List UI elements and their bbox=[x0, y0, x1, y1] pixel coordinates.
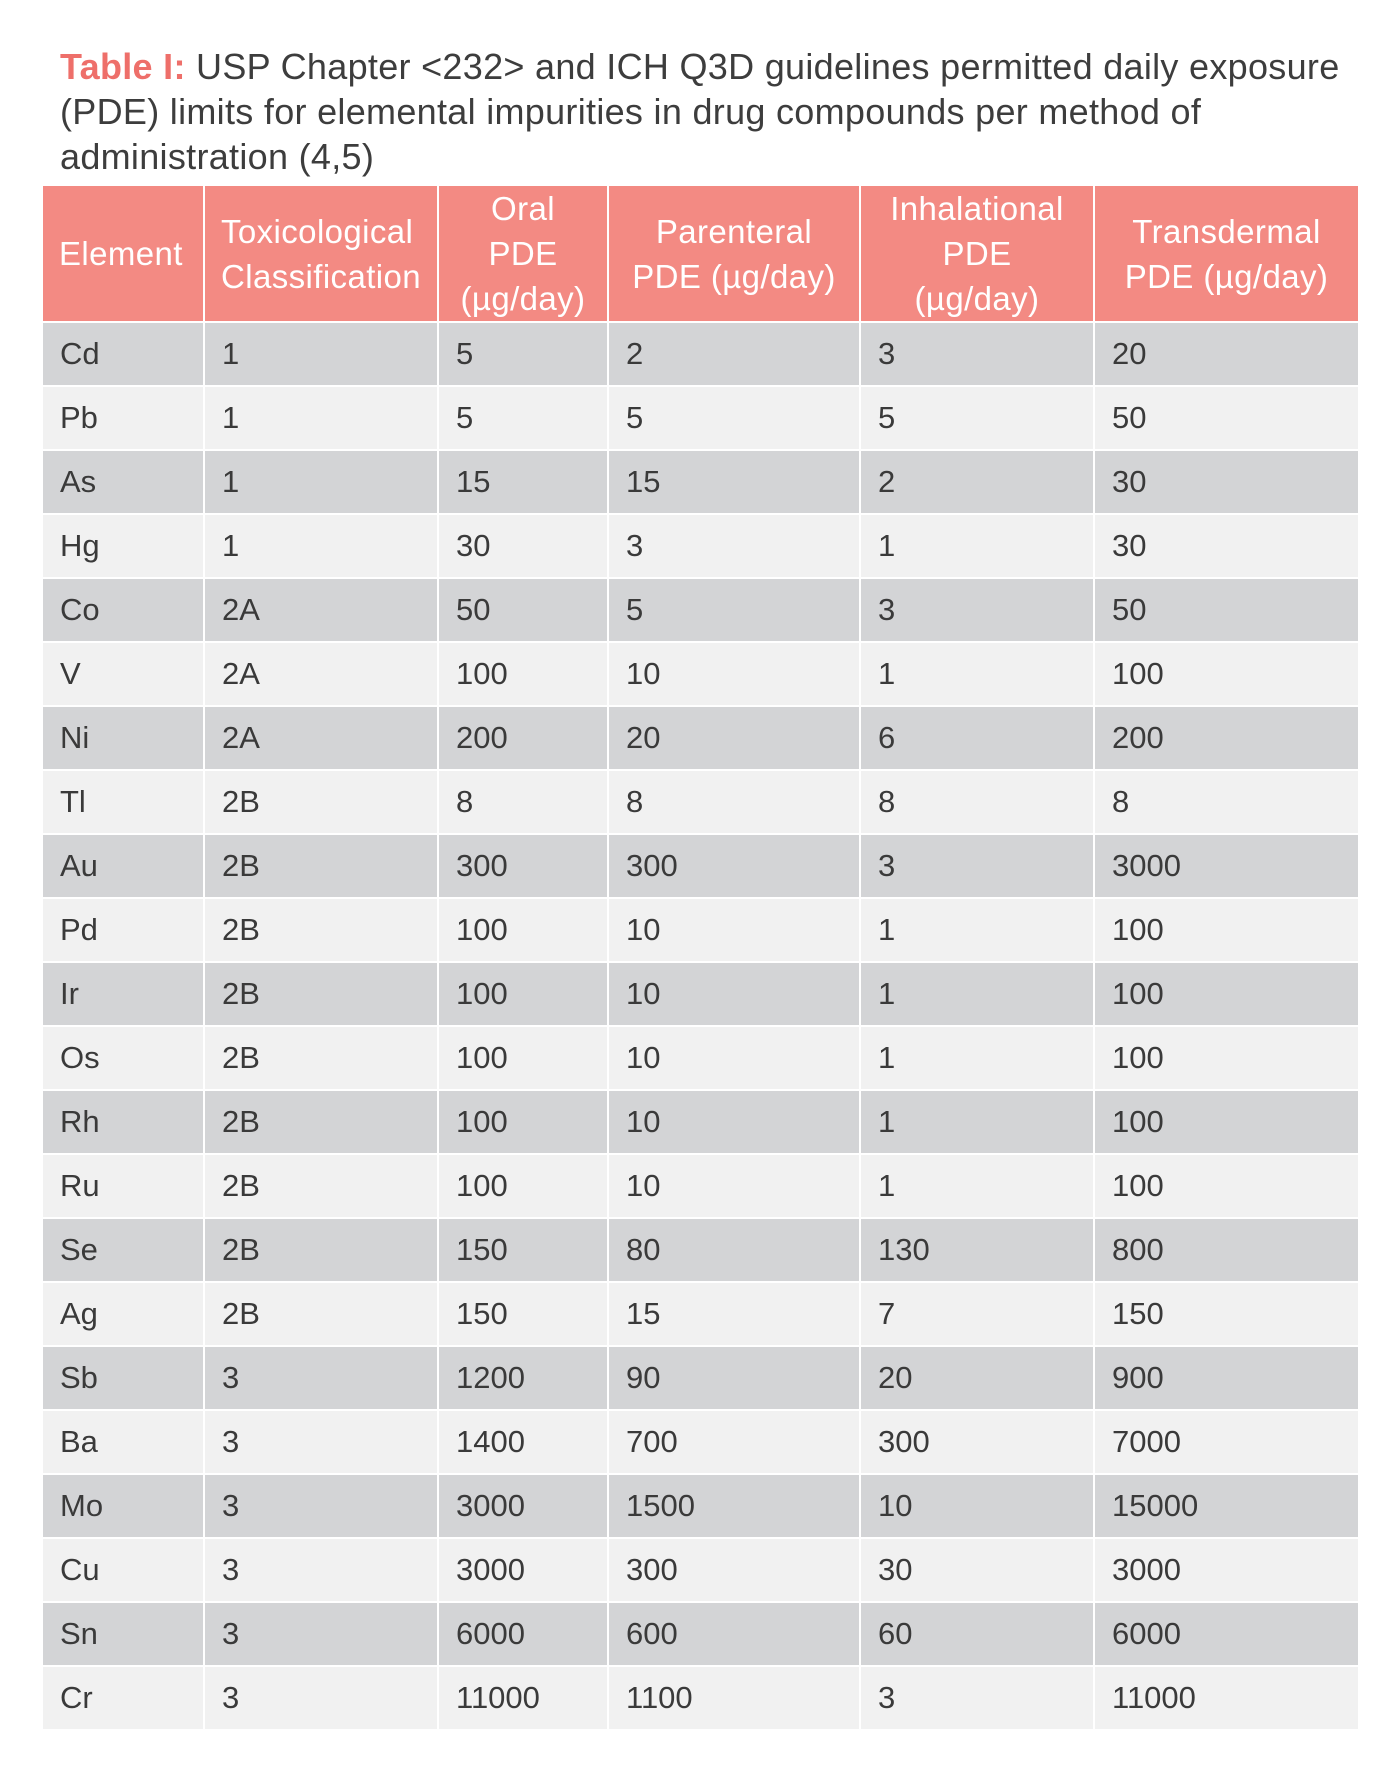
cell-inhalational-pde: 1 bbox=[860, 514, 1094, 578]
cell-transdermal-pde: 100 bbox=[1094, 642, 1358, 706]
cell-toxicological-classification: 1 bbox=[204, 322, 438, 386]
cell-parenteral-pde: 15 bbox=[608, 450, 860, 514]
header-oral-line-1: Oral PDE bbox=[488, 190, 558, 272]
cell-transdermal-pde: 11000 bbox=[1094, 1666, 1358, 1729]
cell-toxicological-classification: 2B bbox=[204, 962, 438, 1026]
cell-parenteral-pde: 10 bbox=[608, 642, 860, 706]
table-row bbox=[43, 834, 1358, 898]
cell-transdermal-pde: 6000 bbox=[1094, 1602, 1358, 1666]
cell-parenteral-pde: 600 bbox=[608, 1602, 860, 1666]
cell-element: Pd bbox=[43, 898, 204, 962]
cell-parenteral-pde: 10 bbox=[608, 898, 860, 962]
cell-transdermal-pde: 15000 bbox=[1094, 1474, 1358, 1538]
cell-oral-pde: 100 bbox=[438, 962, 608, 1026]
cell-toxicological-classification: 2B bbox=[204, 1154, 438, 1218]
cell-parenteral-pde: 80 bbox=[608, 1218, 860, 1282]
table-row bbox=[43, 1410, 1358, 1474]
cell-inhalational-pde: 3 bbox=[860, 578, 1094, 642]
cell-toxicological-classification: 2B bbox=[204, 1090, 438, 1154]
cell-inhalational-pde: 3 bbox=[860, 322, 1094, 386]
cell-toxicological-classification: 3 bbox=[204, 1666, 438, 1729]
table-row bbox=[43, 1346, 1358, 1410]
table-row bbox=[43, 1154, 1358, 1218]
table-row bbox=[43, 642, 1358, 706]
cell-inhalational-pde: 6 bbox=[860, 706, 1094, 770]
cell-oral-pde: 5 bbox=[438, 322, 608, 386]
pde-table bbox=[43, 186, 1358, 1729]
cell-toxicological-classification: 2B bbox=[204, 834, 438, 898]
cell-element: Ag bbox=[43, 1282, 204, 1346]
cell-oral-pde: 5 bbox=[438, 386, 608, 450]
cell-element: Ir bbox=[43, 962, 204, 1026]
cell-inhalational-pde: 3 bbox=[860, 1666, 1094, 1729]
cell-oral-pde: 50 bbox=[438, 578, 608, 642]
cell-inhalational-pde: 1 bbox=[860, 898, 1094, 962]
header-inhalational-line-2: PDE (µg/day) bbox=[914, 235, 1040, 317]
cell-toxicological-classification: 1 bbox=[204, 514, 438, 578]
cell-transdermal-pde: 30 bbox=[1094, 514, 1358, 578]
table-header bbox=[43, 186, 1358, 322]
cell-parenteral-pde: 5 bbox=[608, 386, 860, 450]
caption-text: USP Chapter <232> and ICH Q3D guidelines permitted daily exposure (PDE) limits for elemental impurities in drug compounds per method of administration (4,5) bbox=[60, 46, 1340, 177]
cell-toxicological-classification: 2A bbox=[204, 578, 438, 642]
header-toxicological-classification bbox=[204, 186, 438, 322]
cell-parenteral-pde: 10 bbox=[608, 1026, 860, 1090]
table-row bbox=[43, 770, 1358, 834]
cell-transdermal-pde: 50 bbox=[1094, 386, 1358, 450]
cell-transdermal-pde: 3000 bbox=[1094, 1538, 1358, 1602]
cell-element: Ru bbox=[43, 1154, 204, 1218]
table-row bbox=[43, 962, 1358, 1026]
cell-oral-pde: 1200 bbox=[438, 1346, 608, 1410]
cell-inhalational-pde: 2 bbox=[860, 450, 1094, 514]
header-inhalational-line-1: Inhalational bbox=[890, 190, 1064, 227]
cell-toxicological-classification: 2B bbox=[204, 1218, 438, 1282]
header-element bbox=[43, 186, 204, 322]
cell-transdermal-pde: 100 bbox=[1094, 1090, 1358, 1154]
cell-transdermal-pde: 900 bbox=[1094, 1346, 1358, 1410]
table-row bbox=[43, 578, 1358, 642]
table-row bbox=[43, 450, 1358, 514]
cell-oral-pde: 30 bbox=[438, 514, 608, 578]
cell-inhalational-pde: 30 bbox=[860, 1538, 1094, 1602]
cell-oral-pde: 100 bbox=[438, 642, 608, 706]
cell-parenteral-pde: 90 bbox=[608, 1346, 860, 1410]
cell-oral-pde: 3000 bbox=[438, 1538, 608, 1602]
cell-oral-pde: 1400 bbox=[438, 1410, 608, 1474]
cell-toxicological-classification: 2A bbox=[204, 706, 438, 770]
cell-toxicological-classification: 1 bbox=[204, 450, 438, 514]
cell-parenteral-pde: 20 bbox=[608, 706, 860, 770]
cell-element: Co bbox=[43, 578, 204, 642]
header-tox-line-2: Classification bbox=[221, 257, 422, 295]
cell-inhalational-pde: 1 bbox=[860, 962, 1094, 1026]
cell-transdermal-pde: 100 bbox=[1094, 962, 1358, 1026]
cell-parenteral-pde: 10 bbox=[608, 962, 860, 1026]
cell-inhalational-pde: 60 bbox=[860, 1602, 1094, 1666]
table-row bbox=[43, 1090, 1358, 1154]
cell-oral-pde: 150 bbox=[438, 1282, 608, 1346]
header-oral-pde bbox=[438, 186, 608, 322]
cell-toxicological-classification: 2B bbox=[204, 770, 438, 834]
cell-oral-pde: 8 bbox=[438, 770, 608, 834]
cell-inhalational-pde: 5 bbox=[860, 386, 1094, 450]
cell-inhalational-pde: 1 bbox=[860, 1154, 1094, 1218]
cell-toxicological-classification: 3 bbox=[204, 1410, 438, 1474]
cell-oral-pde: 150 bbox=[438, 1218, 608, 1282]
cell-element: Sn bbox=[43, 1602, 204, 1666]
cell-element: Ni bbox=[43, 706, 204, 770]
cell-parenteral-pde: 5 bbox=[608, 578, 860, 642]
cell-element: Rh bbox=[43, 1090, 204, 1154]
cell-inhalational-pde: 20 bbox=[860, 1346, 1094, 1410]
cell-element: Mo bbox=[43, 1474, 204, 1538]
cell-oral-pde: 6000 bbox=[438, 1602, 608, 1666]
cell-oral-pde: 200 bbox=[438, 706, 608, 770]
cell-toxicological-classification: 3 bbox=[204, 1538, 438, 1602]
cell-oral-pde: 100 bbox=[438, 1154, 608, 1218]
cell-element: Hg bbox=[43, 514, 204, 578]
cell-element: Sb bbox=[43, 1346, 204, 1410]
cell-element: Ba bbox=[43, 1410, 204, 1474]
table-row bbox=[43, 514, 1358, 578]
header-row bbox=[43, 186, 1358, 322]
cell-element: Se bbox=[43, 1218, 204, 1282]
cell-transdermal-pde: 200 bbox=[1094, 706, 1358, 770]
cell-transdermal-pde: 7000 bbox=[1094, 1410, 1358, 1474]
cell-element: Pb bbox=[43, 386, 204, 450]
cell-oral-pde: 15 bbox=[438, 450, 608, 514]
header-element-line-1: Element bbox=[59, 235, 183, 272]
header-transdermal-line-2: PDE (µg/day) bbox=[1124, 257, 1329, 295]
cell-inhalational-pde: 10 bbox=[860, 1474, 1094, 1538]
cell-element: Cu bbox=[43, 1538, 204, 1602]
cell-transdermal-pde: 30 bbox=[1094, 450, 1358, 514]
table-row bbox=[43, 1474, 1358, 1538]
header-transdermal-pde bbox=[1094, 186, 1358, 322]
table-row bbox=[43, 898, 1358, 962]
table-row bbox=[43, 1026, 1358, 1090]
cell-inhalational-pde: 1 bbox=[860, 1090, 1094, 1154]
cell-parenteral-pde: 1500 bbox=[608, 1474, 860, 1538]
header-parenteral-line-2: PDE (µg/day) bbox=[632, 257, 836, 295]
cell-parenteral-pde: 2 bbox=[608, 322, 860, 386]
cell-toxicological-classification: 2B bbox=[204, 1282, 438, 1346]
cell-parenteral-pde: 10 bbox=[608, 1154, 860, 1218]
cell-parenteral-pde: 15 bbox=[608, 1282, 860, 1346]
cell-toxicological-classification: 1 bbox=[204, 386, 438, 450]
cell-toxicological-classification: 3 bbox=[204, 1346, 438, 1410]
header-tox-line-1: Toxicological bbox=[221, 212, 414, 250]
cell-transdermal-pde: 3000 bbox=[1094, 834, 1358, 898]
cell-oral-pde: 300 bbox=[438, 834, 608, 898]
pde-table-container bbox=[43, 186, 1358, 1729]
cell-oral-pde: 3000 bbox=[438, 1474, 608, 1538]
cell-inhalational-pde: 7 bbox=[860, 1282, 1094, 1346]
header-inhalational-pde bbox=[860, 186, 1094, 322]
cell-transdermal-pde: 50 bbox=[1094, 578, 1358, 642]
table-caption bbox=[60, 44, 1360, 179]
table-body bbox=[43, 322, 1358, 1729]
cell-toxicological-classification: 2A bbox=[204, 642, 438, 706]
header-transdermal-line-1: Transdermal bbox=[1132, 212, 1321, 250]
cell-element: Au bbox=[43, 834, 204, 898]
cell-oral-pde: 100 bbox=[438, 1090, 608, 1154]
cell-parenteral-pde: 10 bbox=[608, 1090, 860, 1154]
cell-oral-pde: 100 bbox=[438, 1026, 608, 1090]
header-parenteral-line-1: Parenteral bbox=[655, 212, 813, 250]
cell-toxicological-classification: 2B bbox=[204, 898, 438, 962]
cell-element: Os bbox=[43, 1026, 204, 1090]
cell-element: As bbox=[43, 450, 204, 514]
table-row bbox=[43, 386, 1358, 450]
cell-parenteral-pde: 3 bbox=[608, 514, 860, 578]
cell-oral-pde: 100 bbox=[438, 898, 608, 962]
caption-label: Table I: bbox=[60, 46, 186, 87]
cell-transdermal-pde: 100 bbox=[1094, 1154, 1358, 1218]
table-row bbox=[43, 322, 1358, 386]
cell-parenteral-pde: 8 bbox=[608, 770, 860, 834]
cell-inhalational-pde: 1 bbox=[860, 1026, 1094, 1090]
cell-element: Cd bbox=[43, 322, 204, 386]
cell-inhalational-pde: 8 bbox=[860, 770, 1094, 834]
cell-element: Tl bbox=[43, 770, 204, 834]
cell-inhalational-pde: 3 bbox=[860, 834, 1094, 898]
cell-parenteral-pde: 700 bbox=[608, 1410, 860, 1474]
header-oral-line-2: (µg/day) bbox=[460, 280, 586, 317]
cell-toxicological-classification: 3 bbox=[204, 1474, 438, 1538]
cell-oral-pde: 11000 bbox=[438, 1666, 608, 1729]
cell-transdermal-pde: 20 bbox=[1094, 322, 1358, 386]
cell-toxicological-classification: 2B bbox=[204, 1026, 438, 1090]
table-row bbox=[43, 1602, 1358, 1666]
table-row bbox=[43, 706, 1358, 770]
cell-transdermal-pde: 100 bbox=[1094, 1026, 1358, 1090]
cell-transdermal-pde: 8 bbox=[1094, 770, 1358, 834]
cell-inhalational-pde: 130 bbox=[860, 1218, 1094, 1282]
cell-element: Cr bbox=[43, 1666, 204, 1729]
cell-transdermal-pde: 100 bbox=[1094, 898, 1358, 962]
cell-inhalational-pde: 300 bbox=[860, 1410, 1094, 1474]
cell-parenteral-pde: 300 bbox=[608, 834, 860, 898]
table-row bbox=[43, 1538, 1358, 1602]
cell-toxicological-classification: 3 bbox=[204, 1602, 438, 1666]
table-row bbox=[43, 1282, 1358, 1346]
cell-inhalational-pde: 1 bbox=[860, 642, 1094, 706]
table-row bbox=[43, 1218, 1358, 1282]
cell-parenteral-pde: 300 bbox=[608, 1538, 860, 1602]
header-parenteral-pde bbox=[608, 186, 860, 322]
cell-element: V bbox=[43, 642, 204, 706]
cell-parenteral-pde: 1100 bbox=[608, 1666, 860, 1729]
table-row bbox=[43, 1666, 1358, 1729]
cell-transdermal-pde: 800 bbox=[1094, 1218, 1358, 1282]
cell-transdermal-pde: 150 bbox=[1094, 1282, 1358, 1346]
